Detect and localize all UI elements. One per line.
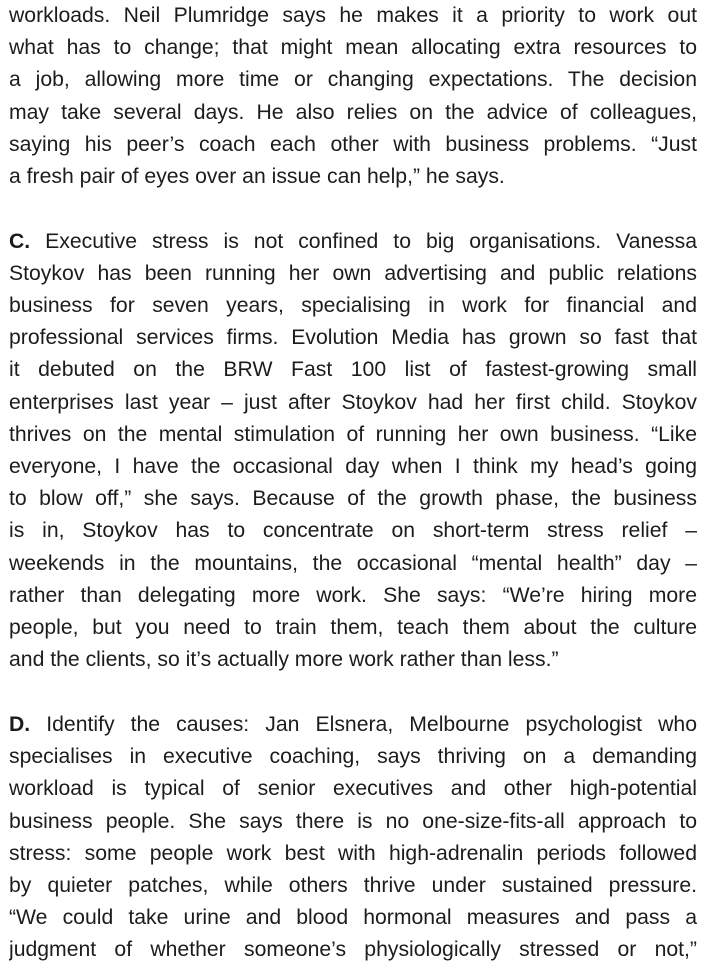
paragraph-b-continuation [9,0,697,193]
paragraph-c [9,226,697,677]
text-line: specialises in executive coaching, says thriving on a demanding [9,745,697,769]
text-line: professional services firms. Evolution Media has grown so fast that [9,326,697,350]
text-segment: Executive stress is not confined to big organisations. Vanessa [30,229,697,253]
text-line: may take several days. He also relies on the advice of colleagues, [9,100,697,124]
text-line: “We could take urine and blood hormonal measures and pass a [9,906,697,930]
text-line: is in, Stoykov has to concentrate on short-term stress relief – [9,519,697,543]
text-line: what has to change; that might mean allocating extra resources to [9,36,697,60]
text-line-first [9,709,697,741]
text-line: to blow off,” she says. Because of the growth phase, the business [9,487,697,511]
text-line: business for seven years, specialising in work for financial and [9,294,697,318]
text-line: everyone, I have the occasional day when I think my head’s going [9,455,697,479]
paragraph-gap [9,193,697,226]
paragraph-gap [9,676,697,709]
text-line: business people. She says there is no one-size-fits-all approach to [9,809,697,833]
text-line: enterprises last year – just after Stoykov had her first child. Stoykov [9,390,697,414]
text-line: workloads. Neil Plumridge says he makes it a priority to work out [9,4,697,27]
text-line: stress: some people work best with high-adrenalin periods followed [9,841,697,865]
paragraph-label: C. [9,229,31,253]
text-line-first [9,226,697,258]
text-line: and the clients, so it’s actually more work rather than less.” [9,648,559,672]
text-line: by quieter patches, while others thrive under sustained pressure. [9,873,697,897]
paragraph-label: D. [9,712,31,736]
text-line: a job, allowing more time or changing expectations. The decision [9,68,697,92]
text-line: thrives on the mental stimulation of running her own business. “Like [9,422,697,446]
text-line: people, but you need to train them, teach them about the culture [9,615,697,639]
text-line: Stoykov has been running her own advertising and public relations [9,261,697,285]
paragraph-d [9,709,697,966]
text-line: weekends in the mountains, the occasional “mental health” day – [9,551,697,575]
text-segment: Identify the causes: Jan Elsnera, Melbourne psychologist who [30,712,697,736]
text-line: a fresh pair of eyes over an issue can help,” he says. [9,164,505,188]
text-line: judgment of whether someone’s physiologically stressed or not,” [9,938,697,962]
document-page [9,0,697,966]
text-line: it debuted on the BRW Fast 100 list of fastest-growing small [9,358,697,382]
text-line: workload is typical of senior executives and other high-potential [9,777,697,801]
text-line: saying his peer’s coach each other with business problems. “Just [9,132,697,156]
text-line: rather than delegating more work. She says: “We’re hiring more [9,583,697,607]
